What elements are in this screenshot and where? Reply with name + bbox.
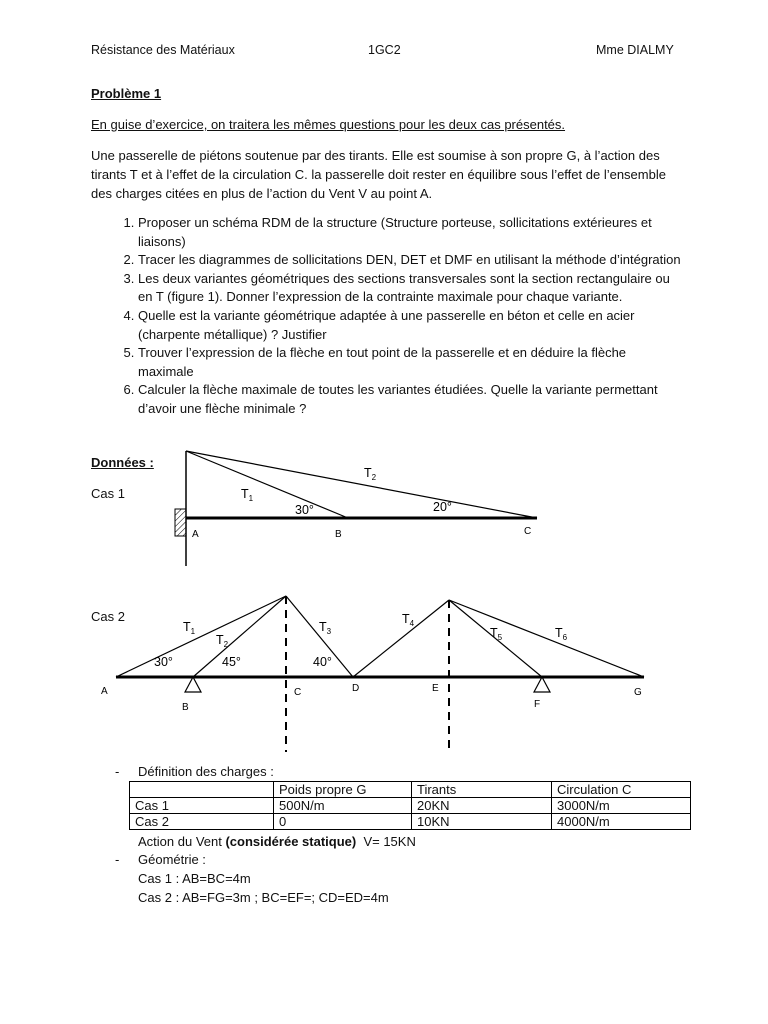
cas2-label-t5: $T_5$: [490, 626, 503, 642]
charges-table: [129, 781, 691, 830]
geometrie-cas1: Cas 1 : AB=BC=4m: [138, 871, 251, 886]
intro-text: En guise d’exercice, on traitera les mêmes questions pour les deux cas présentés.: [91, 117, 566, 132]
vent-static-note: (considérée statique): [225, 834, 357, 849]
question-item: 1. Proposer un schéma RDM de la structure (Structure porteuse, sollicitations extérieures et liaisons): [138, 214, 681, 251]
cas2-label: Cas 2: [91, 609, 125, 624]
question-item: 5. Trouver l’expression de la flèche en tout point de la passerelle et en déduire la flèche maximale: [138, 344, 681, 381]
cas1-wall-support: [175, 509, 186, 536]
cas2-label-t2: $T_2$: [216, 633, 229, 649]
cas1-point-c: C: [524, 526, 532, 537]
cas1-point-b: B: [335, 529, 342, 540]
charges-bullet: -: [115, 764, 120, 779]
cas2-label-t4: $T_4$: [402, 612, 415, 628]
cas2-point-c: C: [294, 687, 302, 698]
question-item: 3. Les deux variantes géométriques des sections transversales sont la section rectangulaire ou en T (figure 1). Donner l’expression de la contrainte maximale pour chaque variante.: [138, 270, 681, 307]
cas2-angle-b: 45°: [222, 655, 241, 669]
cas2-point-f: F: [534, 699, 541, 710]
cas2-label-t1: $T_1$: [183, 620, 196, 636]
question-item: 4. Quelle est la variante géométrique adaptée à une passerelle en béton et celle en acier (charpente métallique) ? Justifier: [138, 307, 681, 344]
vent-value: V= 15KN: [356, 834, 416, 849]
cas2-point-e: E: [432, 683, 439, 694]
cas1-label: Cas 1: [91, 486, 125, 501]
table-header-cell: Circulation C: [552, 782, 691, 798]
table-cell: 0: [274, 814, 412, 830]
geometrie-bullet: -: [115, 852, 120, 867]
cas1-angle-b: 30°: [295, 503, 314, 517]
geometrie-cas2: Cas 2 : AB=FG=3m ; BC=EF=; CD=ED=4m: [138, 890, 389, 905]
cas2-point-b: B: [182, 702, 189, 713]
table-header-row: [130, 782, 691, 798]
cas2-label-t6: $T_6$: [555, 626, 568, 642]
vent-line: [138, 834, 416, 849]
cas1-point-a: A: [192, 529, 199, 540]
header-class: 1GC2: [368, 43, 401, 57]
table-cell: 20KN: [412, 798, 552, 814]
problem-title: Problème 1: [91, 86, 162, 101]
problem-statement: Une passerelle de piétons soutenue par des tirants. Elle est soumise à son propre G, à l’action des tirants T et à l’effet de la circulation C. la passerelle doit rester en équilibre sous l’effet de l’ensemble des charges citées en plus de l’action du Vent V au point A.: [91, 148, 666, 202]
table-cell: Cas 1: [130, 798, 274, 814]
header-course: Résistance des Matériaux: [91, 43, 235, 57]
cas2-point-a: A: [101, 686, 108, 697]
cas2-tie-t6: [449, 600, 644, 677]
question-item: 2. Tracer les diagrammes de sollicitations DEN, DET et DMF en utilisant la méthode d’intégration: [138, 251, 681, 270]
table-cell: 3000N/m: [552, 798, 691, 814]
cas2-support-b: [185, 677, 201, 692]
table-header-cell: [130, 782, 274, 798]
cas2-angle-a: 30°: [154, 655, 173, 669]
cas2-label-t3: $T_3$: [319, 620, 332, 636]
table-cell: 10KN: [412, 814, 552, 830]
cas1-label-t1: $T_1$: [241, 487, 254, 503]
table-header-cell: Poids propre G: [274, 782, 412, 798]
cas1-tie-t1: [186, 451, 348, 518]
donnees-heading: Données :: [91, 455, 154, 470]
vent-prefix: Action du Vent: [138, 834, 226, 849]
table-cell: Cas 2: [130, 814, 274, 830]
cas1-label-t2: $T_2$: [364, 466, 377, 482]
table-cell: 4000N/m: [552, 814, 691, 830]
cas2-angle-d: 40°: [313, 655, 332, 669]
question-item: 6. Calculer la flèche maximale de toutes les variantes étudiées. Quelle la variante permettant d’avoir une flèche minimale ?: [138, 381, 681, 418]
table-cell: 500N/m: [274, 798, 412, 814]
cas2-diagram: [101, 596, 644, 752]
header-teacher: Mme DIALMY: [596, 43, 674, 57]
charges-heading: Définition des charges :: [138, 764, 274, 779]
cas2-tie-t1: [116, 596, 286, 677]
cas1-diagram: [175, 451, 537, 566]
table-row: [130, 814, 691, 830]
cas1-tie-t2: [186, 451, 537, 518]
geometrie-heading: Géométrie :: [138, 852, 206, 867]
cas2-tie-t4: [353, 600, 449, 677]
table-header-cell: Tirants: [412, 782, 552, 798]
cas2-point-d: D: [352, 683, 360, 694]
cas1-angle-c: 20°: [433, 500, 452, 514]
table-row: [130, 798, 691, 814]
cas2-point-g: G: [634, 687, 642, 698]
cas2-support-f: [534, 677, 550, 692]
